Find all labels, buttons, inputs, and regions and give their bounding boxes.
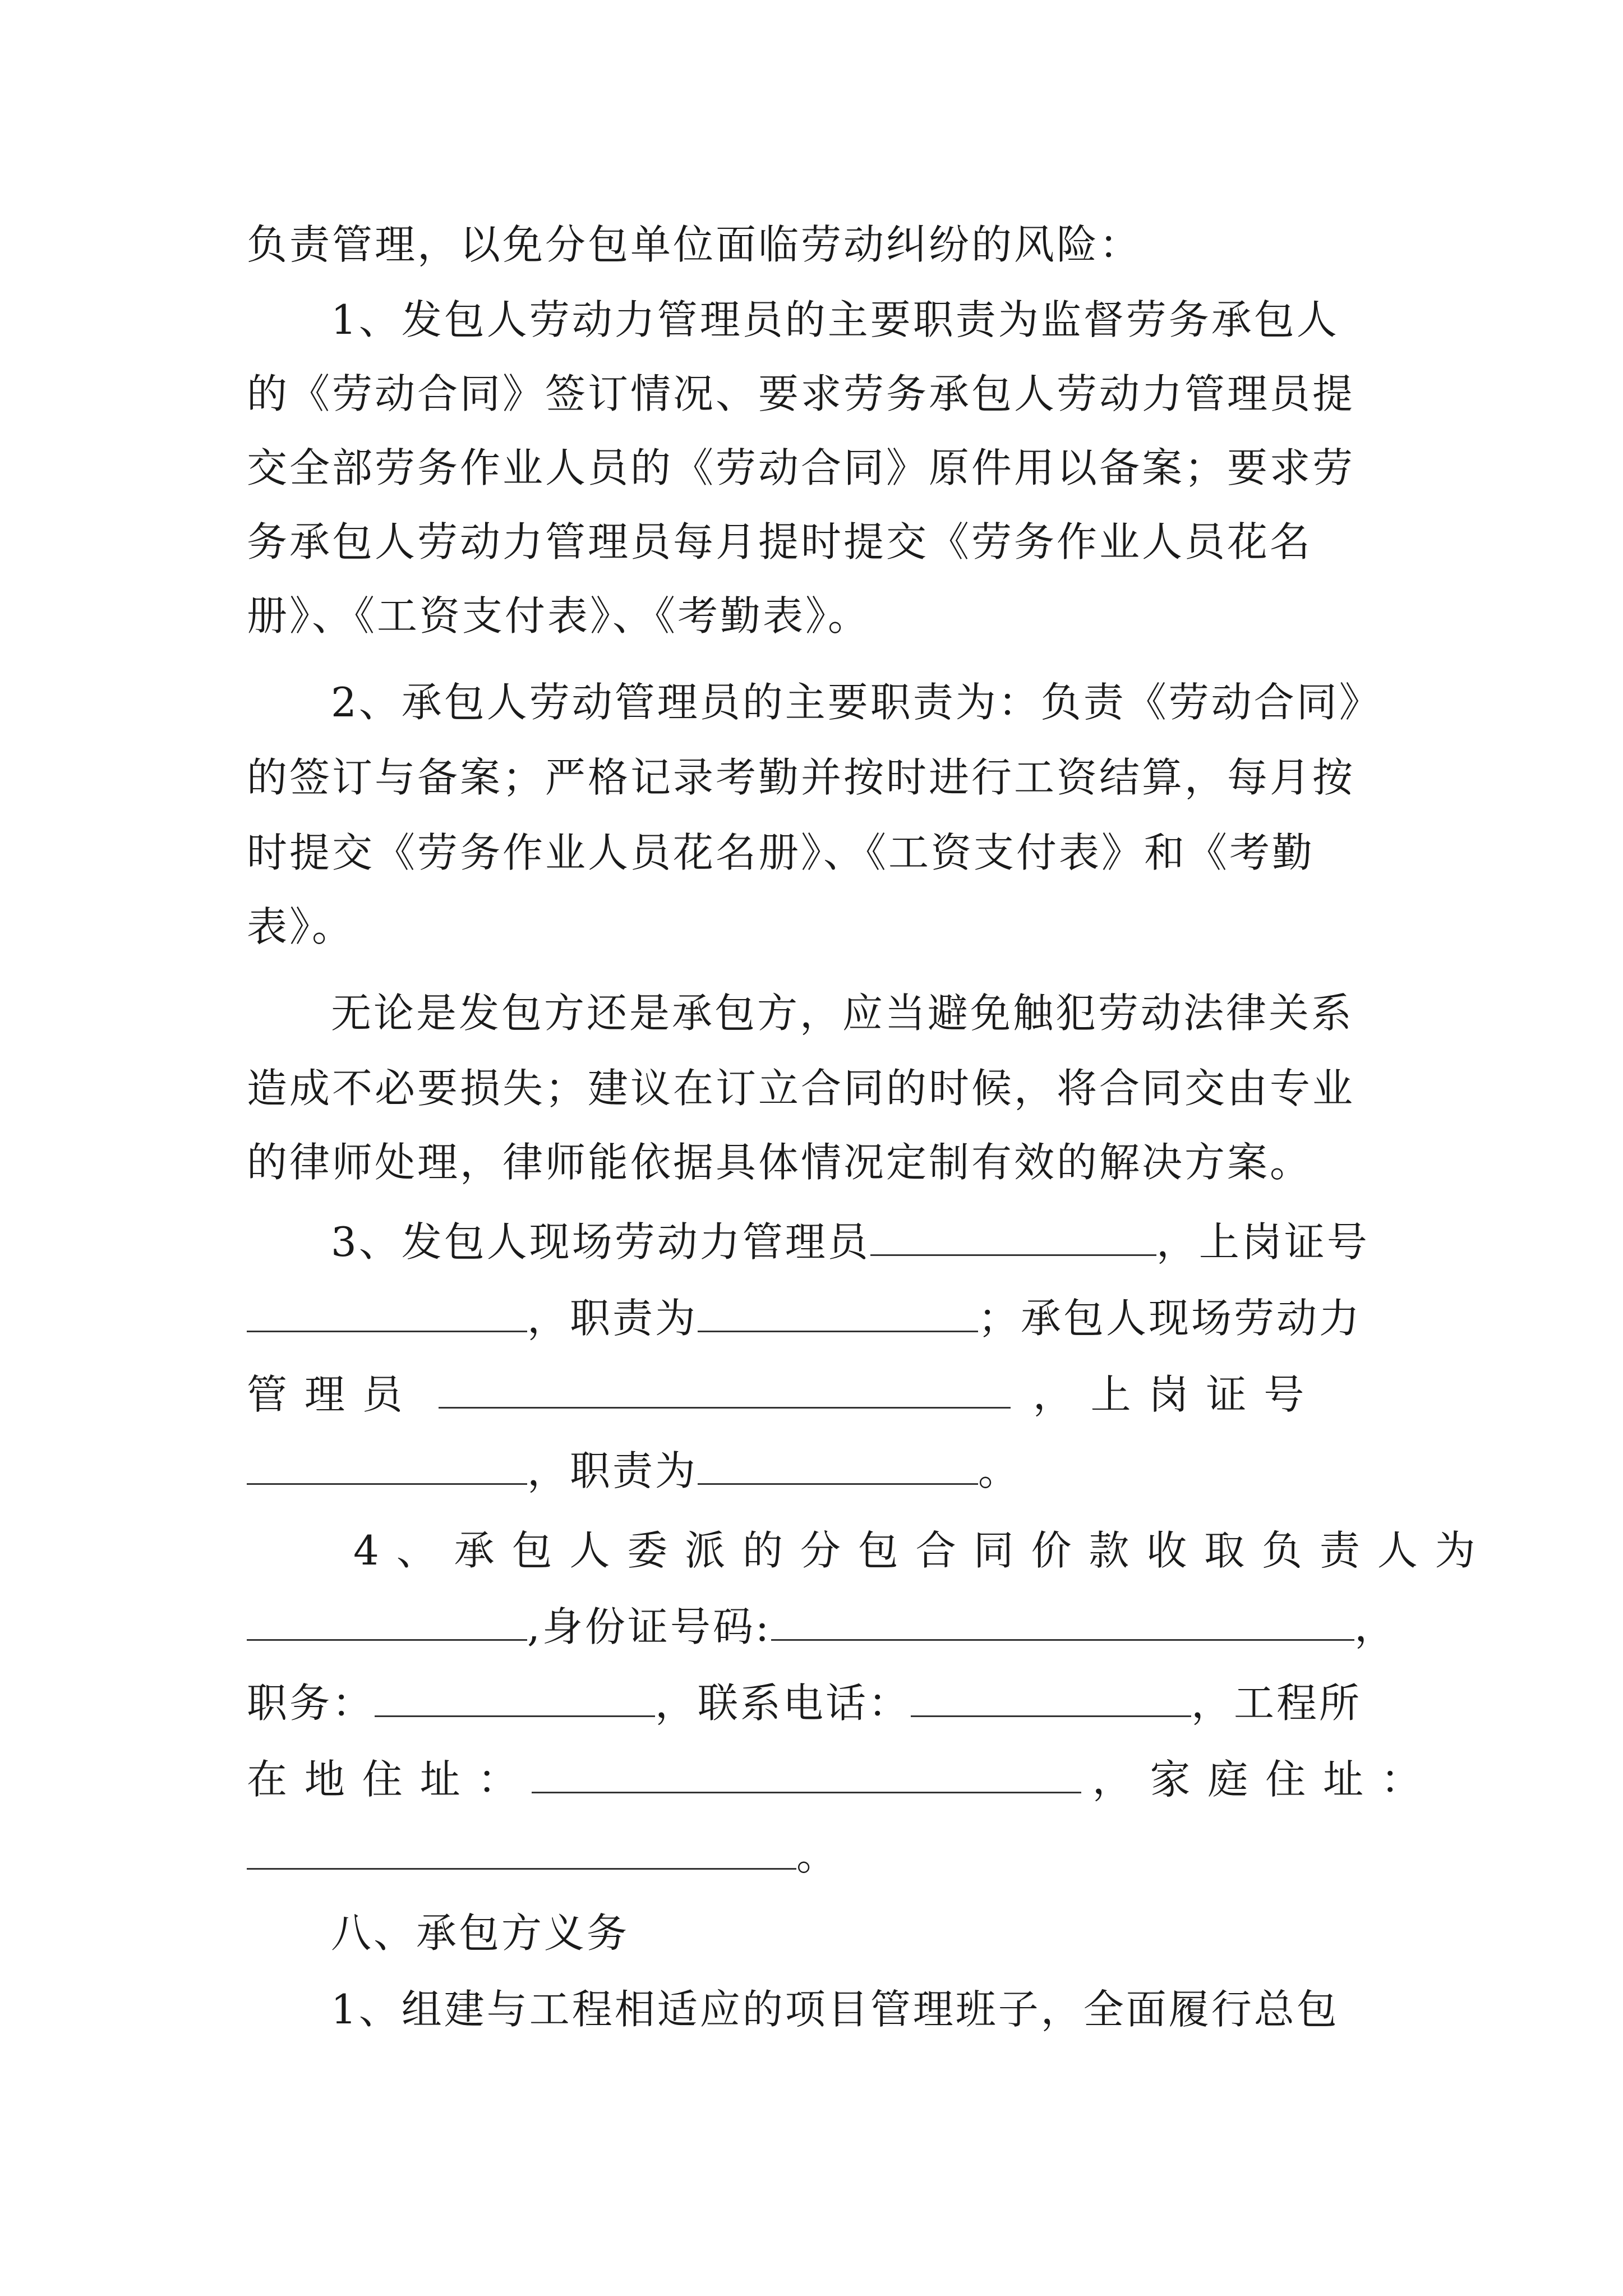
item3-text: ，职责为 [527, 1295, 698, 1342]
item4-line2 [247, 1599, 1398, 1655]
item4-line5 [247, 1828, 1391, 1884]
paragraph-line: 的律师处理，律师能依据具体情况定制有效的解决方案。 [247, 1139, 1313, 1186]
item3-line2 [247, 1290, 1391, 1346]
paragraph-line: 的《劳动合同》签订情况、要求劳务承包人劳动力管理员提 [247, 370, 1355, 417]
item4-text: ，工程所 [1191, 1680, 1362, 1727]
item3-text: ， 上 岗 证 号 [1032, 1371, 1307, 1418]
paragraph-line: 1、组建与工程相适应的项目管理班子，全面履行总包 [331, 1986, 1339, 2033]
paragraph-line: 的签订与备案；严格记录考勤并按时进行工资结算，每月按 [247, 754, 1355, 801]
fill-in-blank[interactable] [911, 1681, 1191, 1717]
paragraph-line: 负责管理，以免分包单位面临劳动纠纷的风险： [247, 221, 1142, 268]
item4-text: 职务： [247, 1680, 375, 1727]
item3-text: 管 理 员 [247, 1371, 405, 1418]
item4-line4 [247, 1751, 1423, 1807]
item4-line1: 4 、 承 包 人 委 派 的 分 包 合 同 价 款 收 取 负 责 人 为 [353, 1527, 1478, 1574]
fill-in-blank[interactable] [698, 1448, 978, 1485]
paragraph-line: 表》。 [247, 903, 355, 950]
fill-in-blank[interactable] [532, 1757, 1081, 1793]
item4-text: ，联系电话： [655, 1680, 911, 1727]
fill-in-blank[interactable] [771, 1604, 1354, 1641]
item4-text: 在 地 住 址 ： [247, 1756, 520, 1803]
item3-line1 [247, 1214, 1475, 1270]
item3-label: 3、发包人现场劳动力管理员 [331, 1218, 870, 1266]
paragraph-line: 务承包人劳动力管理员每月提时提交《劳务作业人员花名 [247, 518, 1313, 565]
item4-text: 。 [796, 1832, 840, 1879]
paragraph-line: 1、发包人劳动力管理员的主要职责为监督劳务承包人 [331, 296, 1339, 343]
fill-in-blank[interactable] [698, 1296, 978, 1332]
item3-line3 [247, 1366, 1391, 1423]
item3-line4 [247, 1443, 1391, 1499]
fill-in-blank[interactable] [247, 1604, 527, 1641]
fill-in-blank[interactable] [247, 1296, 527, 1332]
item4-text: ， 家 庭 住 址 ： [1092, 1756, 1423, 1803]
item3-text: 。 [978, 1447, 1021, 1494]
paragraph-line: 册》、《工资支付表》、《考勤表》。 [247, 592, 871, 639]
fill-in-blank[interactable] [247, 1833, 796, 1870]
item3-text: ，职责为 [527, 1447, 698, 1494]
paragraph-line: 无论是发包方还是承包方，应当避免触犯劳动法律关系 [331, 990, 1354, 1037]
fill-in-blank[interactable] [375, 1681, 655, 1717]
item4-text: ,身份证号码: [527, 1603, 772, 1650]
item4-text: ， [1354, 1603, 1398, 1650]
fill-in-blank[interactable] [870, 1220, 1156, 1256]
fill-in-blank[interactable] [247, 1448, 527, 1485]
item3-text: ，上岗证号 [1156, 1218, 1370, 1266]
paragraph-line: 2、承包人劳动管理员的主要职责为：负责《劳动合同》 [331, 679, 1382, 726]
item3-text: ；承包人现场劳动力 [978, 1295, 1362, 1342]
item4-line3 [247, 1675, 1391, 1731]
fill-in-blank[interactable] [439, 1372, 1011, 1409]
paragraph-line: 时提交《劳务作业人员花名册》、《工资支付表》和《考勤 [247, 829, 1315, 876]
section-heading: 八、承包方义务 [331, 1910, 630, 1957]
paragraph-line: 造成不必要损失；建议在订立合同的时候，将合同交由专业 [247, 1065, 1355, 1112]
paragraph-line: 交全部劳务作业人员的《劳动合同》原件用以备案；要求劳 [247, 444, 1355, 491]
